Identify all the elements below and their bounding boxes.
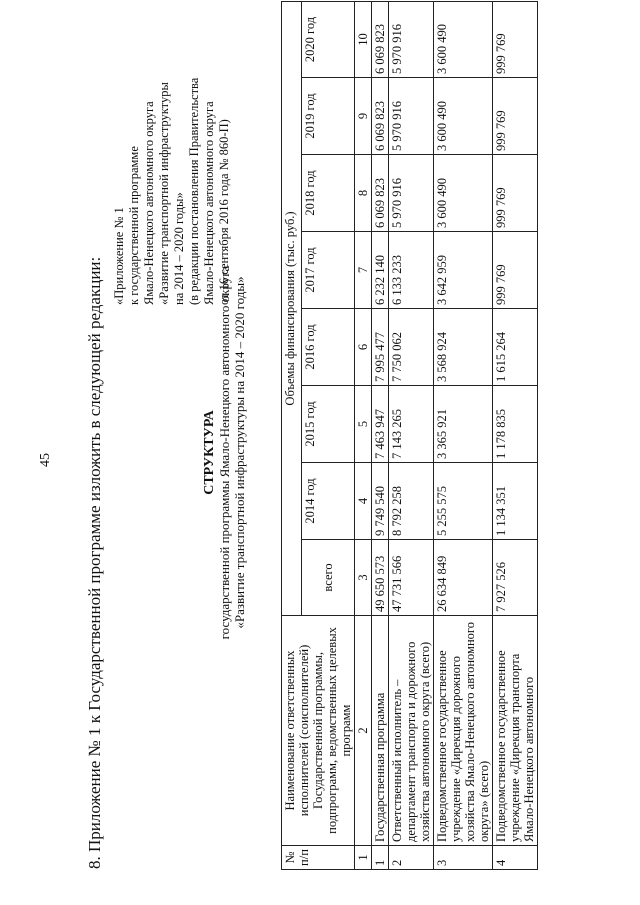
value-cell: 999 769 <box>493 1 538 77</box>
value-cell: 3 600 490 <box>434 155 493 232</box>
appendix-line: от 16 сентября 2016 года № 860-П) <box>217 119 231 305</box>
appendix-line: (в редакции постановления Правительства <box>187 77 201 305</box>
column-number: 8 <box>355 155 372 232</box>
column-number: 9 <box>355 78 372 155</box>
page-number: 45 <box>38 453 53 467</box>
header-year: 2019 год <box>302 78 355 155</box>
row-number: 1 <box>372 846 389 870</box>
column-number: 1 <box>355 846 372 870</box>
value-cell: 1 615 264 <box>493 309 538 386</box>
title-program-name: «Развитие транспортной инфраструктуры на 2014 – 2020 годы» <box>232 276 247 629</box>
row-number: 2 <box>389 846 434 870</box>
appendix-line: Ямало-Ненецкого автономного округа <box>202 101 216 305</box>
value-cell: 5 970 916 <box>389 1 434 77</box>
column-number-row <box>355 1 372 869</box>
row-number: 4 <box>493 846 538 870</box>
header-funding: Объемы финансирования (тыс. руб.) <box>282 1 302 615</box>
title-structure: СТРУКТУРА <box>202 410 217 495</box>
table-row <box>372 1 389 869</box>
value-cell: 1 134 351 <box>493 463 538 540</box>
header-name: Наименование ответственных исполнителей (соисполнителей) Государственной программы, подпрограмм, ведомственных целевых программ <box>282 616 355 846</box>
row-name: Подведомственное государственное учреждение «Дирекция транспорта Ямало-Ненецкого автономного <box>493 616 538 846</box>
column-number: 2 <box>355 616 372 846</box>
table-header-row <box>282 1 302 869</box>
value-cell: 3 600 490 <box>434 1 493 77</box>
value-cell: 5 970 916 <box>389 78 434 155</box>
value-cell: 6 069 823 <box>372 78 389 155</box>
value-cell: 7 143 265 <box>389 386 434 463</box>
row-number: 3 <box>434 846 493 870</box>
title-subtitle: государственной программы Ямало-Ненецкого автономного округа <box>217 265 232 640</box>
value-cell: 5 970 916 <box>389 155 434 232</box>
value-cell: 7 463 947 <box>372 386 389 463</box>
amendment-heading: 8. Приложение № 1 к Государственной программе изложить в следующей редакции: <box>85 256 104 869</box>
value-cell: 47 731 566 <box>389 540 434 616</box>
structure-table <box>281 1 538 870</box>
value-cell: 6 133 233 <box>389 232 434 309</box>
row-name: Подведомственное государственное учреждение «Дирекция дорожного хозяйства Ямало-Ненецкого автономного округа» (всего) <box>434 616 493 846</box>
row-name: Ответственный исполнитель – департамент транспорта и дорожного хозяйства автономного округа (всего) <box>389 616 434 846</box>
table-row <box>493 1 538 869</box>
column-number: 10 <box>355 1 372 77</box>
header-year: 2020 год <box>302 1 355 77</box>
value-cell: 3 600 490 <box>434 78 493 155</box>
row-name: Государственная программа <box>372 616 389 846</box>
header-total: всего <box>302 540 355 616</box>
value-cell: 7 750 062 <box>389 309 434 386</box>
column-number: 4 <box>355 463 372 540</box>
header-year: 2014 год <box>302 463 355 540</box>
column-number: 3 <box>355 540 372 616</box>
column-number: 5 <box>355 386 372 463</box>
value-cell: 6 069 823 <box>372 155 389 232</box>
value-cell: 3 365 921 <box>434 386 493 463</box>
header-year: 2016 год <box>302 309 355 386</box>
appendix-line: «Развитие транспортной инфраструктуры <box>157 82 171 305</box>
value-cell: 7 927 526 <box>493 540 538 616</box>
appendix-line: «Приложение № 1 <box>112 207 126 305</box>
table-row <box>389 1 434 869</box>
header-no: № п/п <box>282 846 355 870</box>
header-year: 2015 год <box>302 386 355 463</box>
value-cell: 3 642 959 <box>434 232 493 309</box>
value-cell: 999 769 <box>493 155 538 232</box>
value-cell: 999 769 <box>493 232 538 309</box>
value-cell: 6 069 823 <box>372 1 389 77</box>
value-cell: 3 568 924 <box>434 309 493 386</box>
table-row <box>434 1 493 869</box>
header-year: 2018 год <box>302 155 355 232</box>
appendix-line: к государственной программе <box>127 146 141 305</box>
appendix-line: на 2014 – 2020 годы» <box>172 192 186 305</box>
column-number: 7 <box>355 232 372 309</box>
value-cell: 6 232 140 <box>372 232 389 309</box>
value-cell: 999 769 <box>493 78 538 155</box>
value-cell: 26 634 849 <box>434 540 493 616</box>
value-cell: 7 995 477 <box>372 309 389 386</box>
appendix-line: Ямало-Ненецкого автономного округа <box>142 101 156 305</box>
value-cell: 49 650 573 <box>372 540 389 616</box>
document-title <box>202 0 247 905</box>
header-year: 2017 год <box>302 232 355 309</box>
value-cell: 1 178 835 <box>493 386 538 463</box>
value-cell: 9 749 540 <box>372 463 389 540</box>
value-cell: 5 255 575 <box>434 463 493 540</box>
column-number: 6 <box>355 309 372 386</box>
value-cell: 8 792 258 <box>389 463 434 540</box>
